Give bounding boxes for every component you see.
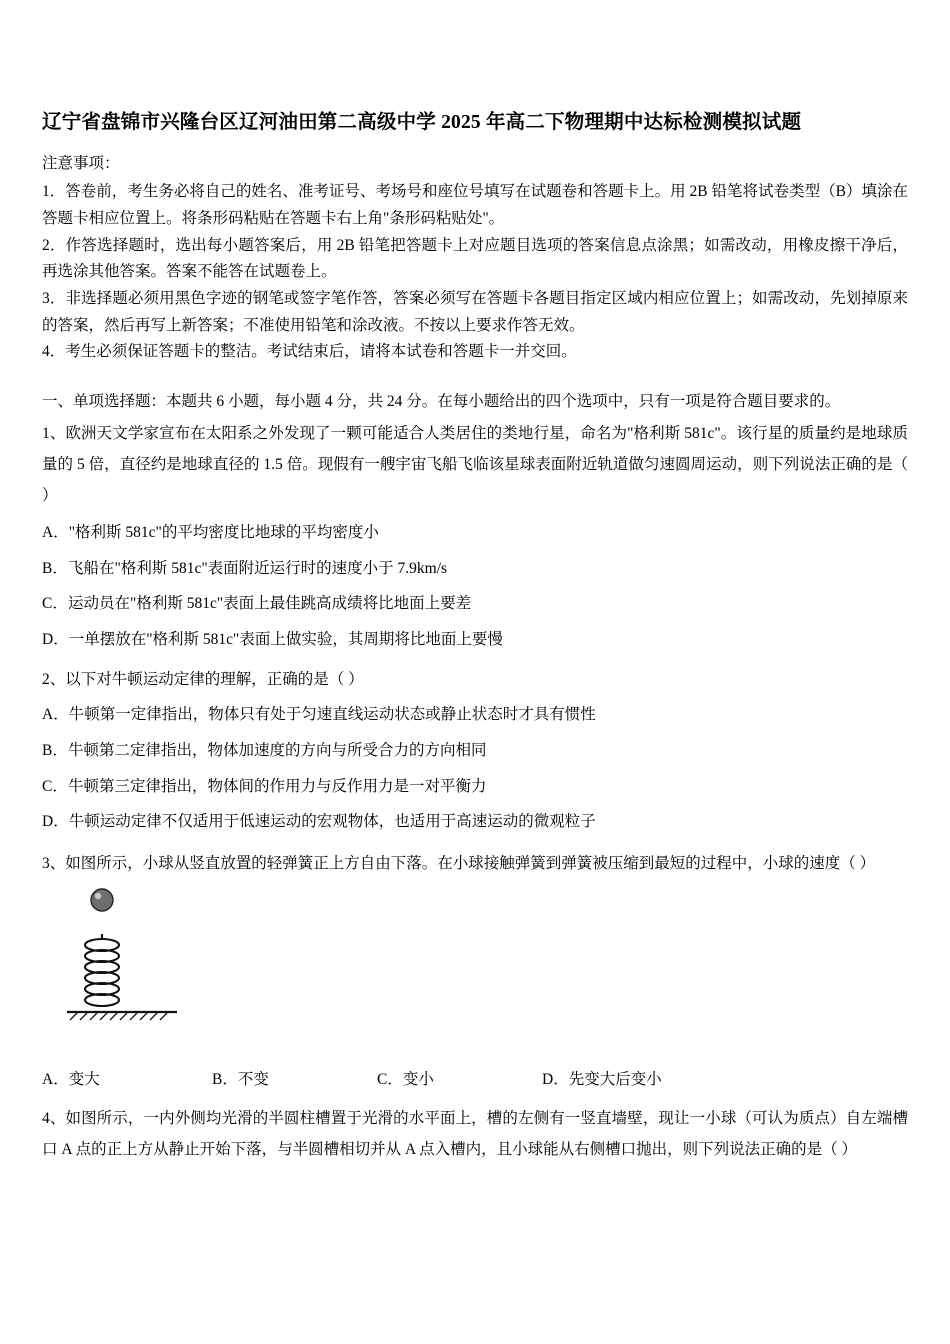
question-3-option-b: [212, 1067, 269, 1089]
ball-icon: [91, 889, 113, 911]
option-text: 变小: [402, 1070, 434, 1088]
question-3-options-row: [42, 1067, 908, 1089]
question-2-option-b: [42, 738, 908, 765]
notice-heading: 注意事项：: [42, 155, 120, 173]
option-label: C．: [42, 595, 68, 613]
question-4: [42, 1103, 908, 1165]
option-label: D．: [42, 813, 69, 831]
question-2-option-a: [42, 702, 908, 729]
question-4-stem: 如图所示，一内外侧均光滑的半圆柱槽置于光滑的水平面上，槽的左侧有一竖直墙壁，现让一小球（可认为质点）自左端槽口 A 点的正上方从静止开始下落，与半圆槽相切并从 A 点入槽内，且小球能从右侧槽口抛出，则下列说法正确的是（ ）: [42, 1109, 908, 1158]
page-title: 辽宁省盘锦市兴隆台区辽河油田第二高级中学 2025 年高二下物理期中达标检测模拟试题: [42, 112, 802, 133]
option-text: 先变大后变小: [568, 1070, 662, 1088]
option-label: B．: [42, 741, 68, 759]
question-3-figure: [42, 882, 908, 1057]
option-label: D．: [542, 1070, 569, 1088]
question-3: [42, 850, 908, 878]
question-1-stem: 欧洲天文学家宣布在太阳系之外发现了一颗可能适合人类居住的类地行星，命名为"格利斯 581c"。该行星的质量约是地球质量的 5 倍，直径约是地球直径的 1.5 倍。现假有一艘宇宙飞船飞临该星球表面附近轨道做匀速圆周运动，则下列说法正确的是（ ）: [42, 425, 908, 505]
question-2-option-d: [42, 809, 908, 836]
notice-item-3: 3．非选择题必须用黑色字迹的钢笔或签字笔作答，答案必须写在答题卡各题目指定区域内相应位置上；如需改动，先划掉原来的答案，然后再写上新答案；不准使用铅笔和涂改液。不按以上要求作答无效。: [42, 290, 908, 334]
question-2-number: 2、: [42, 670, 66, 688]
option-text: 一单摆放在"格利斯 581c"表面上做实验，其周期将比地面上要慢: [68, 631, 503, 649]
option-text: "格利斯 581c"的平均密度比地球的平均密度小: [68, 524, 379, 542]
question-3-option-c: [377, 1067, 434, 1089]
option-label: D．: [42, 631, 69, 649]
option-text: 飞船在"格利斯 581c"表面附近运行时的速度小于 7.9km/s: [68, 559, 448, 577]
option-label: B．: [212, 1070, 238, 1088]
option-label: A．: [42, 706, 69, 724]
question-2-option-c: [42, 774, 908, 801]
page-content: [42, 105, 908, 1165]
option-text: 牛顿运动定律不仅适用于低速运动的宏观物体，也适用于高速运动的微观粒子: [68, 813, 596, 831]
option-label: A．: [42, 1070, 69, 1088]
question-1-option-c: [42, 591, 908, 618]
question-1: [42, 418, 908, 511]
question-3-option-a: [42, 1067, 100, 1089]
spring-icon: [85, 934, 119, 1006]
notice-item-2: 2．作答选择题时，选出每小题答案后，用 2B 铅笔把答题卡上对应题目选项的答案信息点涂黑；如需改动，用橡皮擦干净后，再选涂其他答案。答案不能答在试题卷上。: [42, 236, 908, 281]
section-one-heading: 一、单项选择题：本题共 6 小题，每小题 4 分，共 24 分。在每小题给出的四个选项中，只有一项是符合题目要求的。: [42, 393, 841, 410]
question-2: [42, 666, 908, 694]
question-4-number: 4、: [42, 1109, 66, 1127]
option-text: 变大: [68, 1070, 100, 1088]
question-1-option-b: [42, 556, 908, 583]
question-3-number: 3、: [42, 854, 66, 872]
option-text: 运动员在"格利斯 581c"表面上最佳跳高成绩将比地面上要差: [68, 595, 472, 613]
option-label: C．: [377, 1070, 403, 1088]
ground-hatching: [70, 1012, 168, 1020]
option-text: 牛顿第二定律指出，物体加速度的方向与所受合力的方向相同: [68, 741, 487, 759]
notice-item-4: 4．考生必须保证答题卡的整洁。考试结束后，请将本试卷和答题卡一并交回。: [42, 343, 577, 361]
question-1-option-a: [42, 520, 908, 547]
option-label: C．: [42, 777, 68, 795]
ball-on-spring-diagram: [62, 882, 222, 1052]
notice-item-1: 1．答卷前，考生务必将自己的姓名、准考证号、考场号和座位号填写在试题卷和答题卡上。用 2B 铅笔将试卷类型（B）填涂在答题卡相应位置上。将条形码粘贴在答题卡右上角"条形码粘贴处"。: [42, 183, 908, 228]
question-2-stem: 以下对牛顿运动定律的理解，正确的是（ ）: [65, 670, 364, 688]
question-3-option-d: [542, 1067, 662, 1089]
option-text: 不变: [237, 1070, 269, 1088]
question-1-option-d: [42, 627, 908, 654]
option-text: 牛顿第一定律指出，物体只有处于匀速直线运动状态或静止状态时才具有惯性: [68, 706, 596, 724]
question-1-number: 1、: [42, 425, 66, 443]
option-label: A．: [42, 524, 69, 542]
option-label: B．: [42, 559, 68, 577]
option-text: 牛顿第三定律指出，物体间的作用力与反作用力是一对平衡力: [68, 777, 487, 795]
ball-highlight: [95, 892, 101, 898]
question-3-stem: 如图所示，小球从竖直放置的轻弹簧正上方自由下落。在小球接触弹簧到弹簧被压缩到最短的过程中，小球的速度（ ）: [65, 854, 876, 872]
